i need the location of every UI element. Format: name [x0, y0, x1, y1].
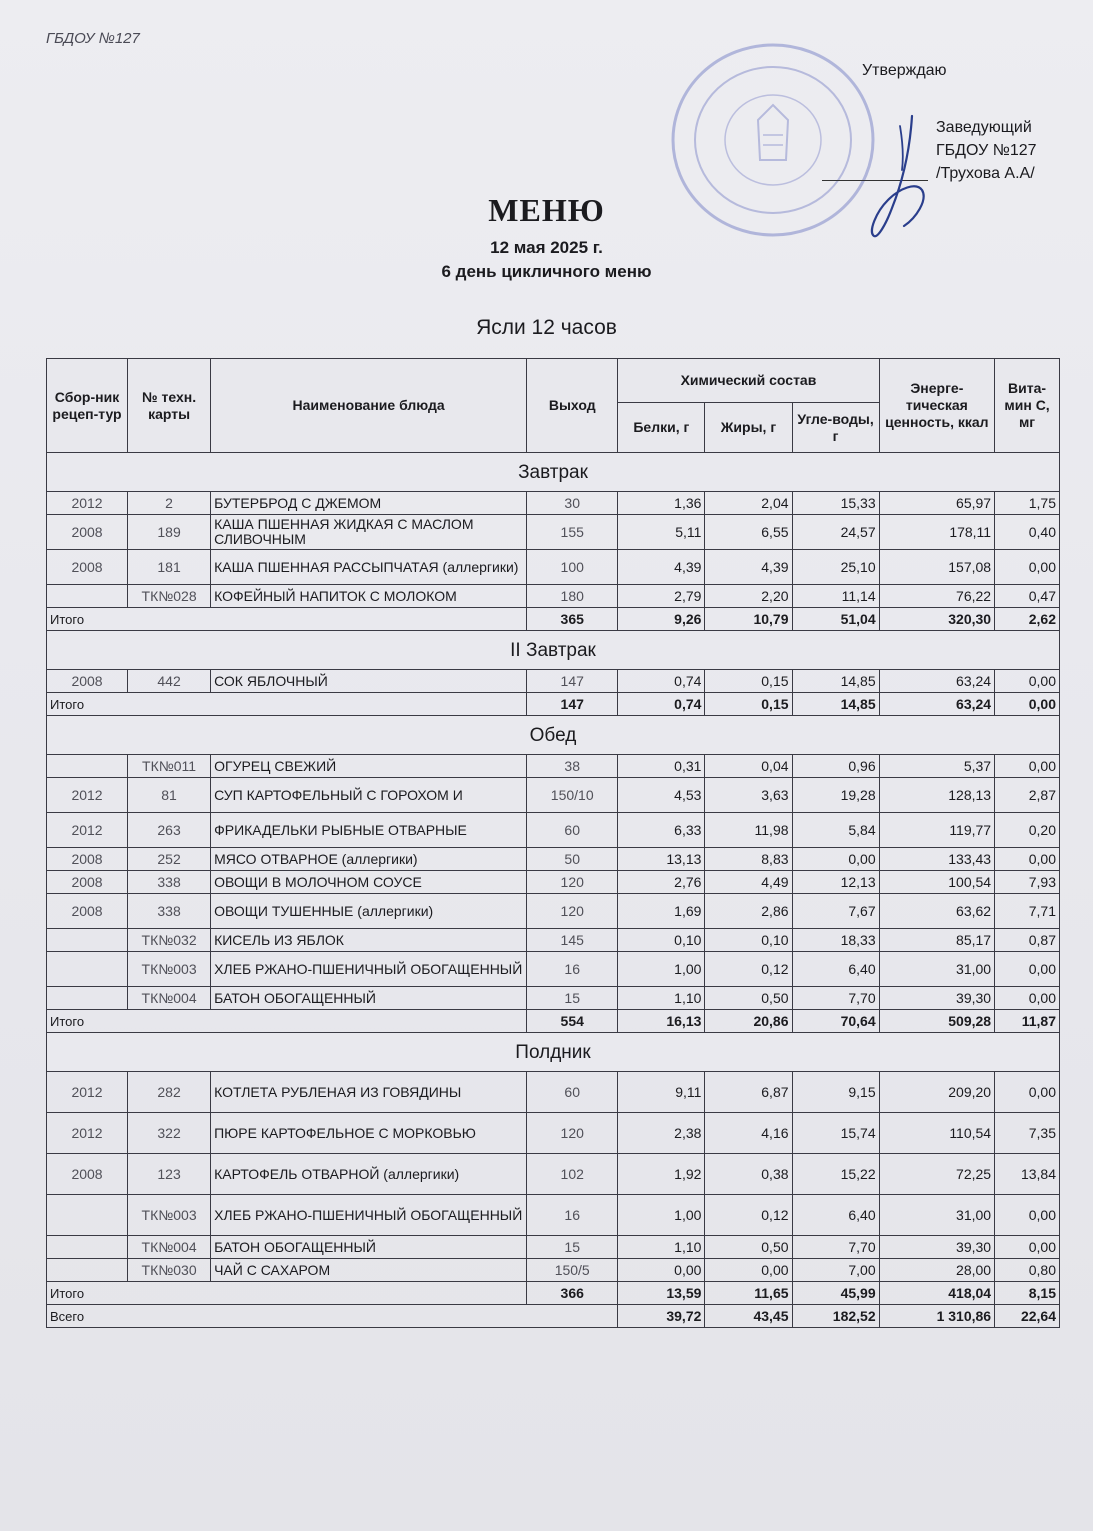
total-label: Итого [47, 693, 527, 716]
total-label: Итого [47, 608, 527, 631]
cell-yield: 60 [527, 813, 618, 848]
cell-carbs: 5,84 [792, 813, 879, 848]
total-energy: 509,28 [879, 1010, 994, 1033]
cell-collection: 2008 [47, 1154, 128, 1195]
table-row [47, 1154, 1060, 1195]
cell-collection [47, 987, 128, 1010]
cell-tech-card: 2 [128, 492, 211, 515]
cell-protein: 2,38 [618, 1113, 705, 1154]
cell-dish-name: КОФЕЙНЫЙ НАПИТОК С МОЛОКОМ [211, 585, 527, 608]
cell-tech-card: 442 [128, 670, 211, 693]
cell-tech-card: ТК№003 [128, 952, 211, 987]
cell-protein: 4,53 [618, 778, 705, 813]
cell-carbs: 7,00 [792, 1259, 879, 1282]
cell-vitamin-c: 0,00 [995, 1195, 1060, 1236]
cell-collection: 2012 [47, 1113, 128, 1154]
cell-collection: 2012 [47, 778, 128, 813]
cell-yield: 60 [527, 1072, 618, 1113]
menu-table [46, 358, 1060, 1328]
cell-energy: 110,54 [879, 1113, 994, 1154]
menu-cycle-day: 6 день цикличного меню [441, 262, 652, 281]
table-row [47, 550, 1060, 585]
total-label: Итого [47, 1282, 527, 1305]
cell-energy: 128,13 [879, 778, 994, 813]
cell-collection [47, 1259, 128, 1282]
total-protein: 16,13 [618, 1010, 705, 1033]
cell-dish-name: КАША ПШЕННАЯ ЖИДКАЯ С МАСЛОМ СЛИВОЧНЫМ [211, 515, 527, 550]
cell-collection: 2008 [47, 515, 128, 550]
cell-carbs: 15,22 [792, 1154, 879, 1195]
menu-date: 12 мая 2025 г. [490, 238, 603, 257]
cell-fat: 0,50 [705, 1236, 792, 1259]
cell-yield: 180 [527, 585, 618, 608]
col-chemical-composition: Химический состав [618, 359, 879, 403]
cell-protein: 1,00 [618, 952, 705, 987]
cell-vitamin-c: 7,35 [995, 1113, 1060, 1154]
cell-protein: 5,11 [618, 515, 705, 550]
total-protein: 9,26 [618, 608, 705, 631]
cell-protein: 2,79 [618, 585, 705, 608]
cell-dish-name: ХЛЕБ РЖАНО-ПШЕНИЧНЫЙ ОБОГАЩЕННЫЙ [211, 952, 527, 987]
cell-collection: 2008 [47, 871, 128, 894]
cell-dish-name: ОГУРЕЦ СВЕЖИЙ [211, 755, 527, 778]
cell-carbs: 15,74 [792, 1113, 879, 1154]
cell-collection: 2008 [47, 550, 128, 585]
total-energy: 63,24 [879, 693, 994, 716]
cell-collection: 2012 [47, 813, 128, 848]
cell-vitamin-c: 0,00 [995, 550, 1060, 585]
cell-tech-card: 181 [128, 550, 211, 585]
cell-protein: 4,39 [618, 550, 705, 585]
cell-carbs: 7,70 [792, 1236, 879, 1259]
head-signature-block [936, 116, 1037, 185]
table-row [47, 1072, 1060, 1113]
cell-carbs: 0,96 [792, 755, 879, 778]
cell-yield: 120 [527, 1113, 618, 1154]
cell-dish-name: СУП КАРТОФЕЛЬНЫЙ С ГОРОХОМ И [211, 778, 527, 813]
cell-vitamin-c: 0,40 [995, 515, 1060, 550]
cell-fat: 0,12 [705, 952, 792, 987]
cell-protein: 1,69 [618, 894, 705, 929]
section-header-row [47, 453, 1060, 492]
cell-dish-name: ФРИКАДЕЛЬКИ РЫБНЫЕ ОТВАРНЫЕ [211, 813, 527, 848]
cell-fat: 0,15 [705, 670, 792, 693]
cell-fat: 8,83 [705, 848, 792, 871]
cell-vitamin-c: 0,00 [995, 755, 1060, 778]
cell-yield: 120 [527, 871, 618, 894]
cell-carbs: 24,57 [792, 515, 879, 550]
cell-carbs: 19,28 [792, 778, 879, 813]
cell-protein: 1,10 [618, 987, 705, 1010]
cell-tech-card: ТК№030 [128, 1259, 211, 1282]
cell-energy: 178,11 [879, 515, 994, 550]
cell-protein: 0,31 [618, 755, 705, 778]
cell-energy: 5,37 [879, 755, 994, 778]
total-row [47, 1010, 1060, 1033]
table-row [47, 1113, 1060, 1154]
cell-vitamin-c: 1,75 [995, 492, 1060, 515]
cell-dish-name: БАТОН ОБОГАЩЕННЫЙ [211, 1236, 527, 1259]
table-row [47, 670, 1060, 693]
cell-dish-name: ОВОЩИ В МОЛОЧНОМ СОУСЕ [211, 871, 527, 894]
cell-collection: 2008 [47, 670, 128, 693]
cell-vitamin-c: 7,71 [995, 894, 1060, 929]
cell-yield: 102 [527, 1154, 618, 1195]
col-energy: Энерге-тическая ценность, ккал [879, 359, 994, 453]
cell-tech-card: 322 [128, 1113, 211, 1154]
cell-yield: 50 [527, 848, 618, 871]
cell-yield: 155 [527, 515, 618, 550]
cell-yield: 15 [527, 1236, 618, 1259]
cell-protein: 13,13 [618, 848, 705, 871]
total-label: Итого [47, 1010, 527, 1033]
total-carbs: 45,99 [792, 1282, 879, 1305]
cell-fat: 11,98 [705, 813, 792, 848]
cell-protein: 6,33 [618, 813, 705, 848]
section-header-row [47, 631, 1060, 670]
cell-carbs: 6,40 [792, 1195, 879, 1236]
total-fat: 0,15 [705, 693, 792, 716]
col-dish-name: Наименование блюда [211, 359, 527, 453]
cell-fat: 0,10 [705, 929, 792, 952]
cell-dish-name: КОТЛЕТА РУБЛЕНАЯ ИЗ ГОВЯДИНЫ [211, 1072, 527, 1113]
cell-fat: 4,16 [705, 1113, 792, 1154]
cell-fat: 6,87 [705, 1072, 792, 1113]
table-row [47, 952, 1060, 987]
cell-tech-card: 189 [128, 515, 211, 550]
total-yield: 365 [527, 608, 618, 631]
total-carbs: 51,04 [792, 608, 879, 631]
total-fat: 10,79 [705, 608, 792, 631]
table-row [47, 871, 1060, 894]
section-title: Полдник [47, 1033, 1060, 1072]
cell-carbs: 11,14 [792, 585, 879, 608]
table-row [47, 492, 1060, 515]
table-row [47, 515, 1060, 550]
cell-fat: 0,38 [705, 1154, 792, 1195]
cell-dish-name: БАТОН ОБОГАЩЕННЫЙ [211, 987, 527, 1010]
cell-energy: 119,77 [879, 813, 994, 848]
cell-collection: 2012 [47, 1072, 128, 1113]
cell-protein: 0,00 [618, 1259, 705, 1282]
col-collection: Сбор-ник рецеп-тур [47, 359, 128, 453]
total-carbs: 14,85 [792, 693, 879, 716]
total-yield: 366 [527, 1282, 618, 1305]
cell-tech-card: 282 [128, 1072, 211, 1113]
total-vitc: 11,87 [995, 1010, 1060, 1033]
col-vitamin-c: Вита-мин С, мг [995, 359, 1060, 453]
cell-carbs: 7,70 [792, 987, 879, 1010]
cell-protein: 0,10 [618, 929, 705, 952]
cell-fat: 0,04 [705, 755, 792, 778]
cell-energy: 209,20 [879, 1072, 994, 1113]
cell-energy: 31,00 [879, 1195, 994, 1236]
cell-yield: 100 [527, 550, 618, 585]
cell-energy: 39,30 [879, 1236, 994, 1259]
cell-vitamin-c: 0,00 [995, 670, 1060, 693]
col-yield: Выход [527, 359, 618, 453]
cell-collection [47, 585, 128, 608]
cell-tech-card: ТК№028 [128, 585, 211, 608]
cell-collection [47, 755, 128, 778]
grand-total-protein: 39,72 [618, 1305, 705, 1328]
cell-energy: 133,43 [879, 848, 994, 871]
cell-fat: 6,55 [705, 515, 792, 550]
cell-dish-name: МЯСО ОТВАРНОЕ (аллергики) [211, 848, 527, 871]
cell-tech-card: 338 [128, 894, 211, 929]
cell-fat: 0,50 [705, 987, 792, 1010]
cell-tech-card: ТК№003 [128, 1195, 211, 1236]
cell-dish-name: ПЮРЕ КАРТОФЕЛЬНОЕ С МОРКОВЬЮ [211, 1113, 527, 1154]
total-yield: 147 [527, 693, 618, 716]
col-fat: Жиры, г [705, 403, 792, 453]
cell-vitamin-c: 13,84 [995, 1154, 1060, 1195]
cell-collection [47, 1195, 128, 1236]
cell-energy: 85,17 [879, 929, 994, 952]
cell-vitamin-c: 0,20 [995, 813, 1060, 848]
cell-collection: 2008 [47, 848, 128, 871]
cell-fat: 2,20 [705, 585, 792, 608]
cell-tech-card: ТК№011 [128, 755, 211, 778]
cell-vitamin-c: 2,87 [995, 778, 1060, 813]
total-carbs: 70,64 [792, 1010, 879, 1033]
cell-dish-name: БУТЕРБРОД С ДЖЕМОМ [211, 492, 527, 515]
cell-tech-card: ТК№004 [128, 1236, 211, 1259]
table-row [47, 1236, 1060, 1259]
cell-energy: 76,22 [879, 585, 994, 608]
cell-vitamin-c: 0,00 [995, 1072, 1060, 1113]
cell-dish-name: ХЛЕБ РЖАНО-ПШЕНИЧНЫЙ ОБОГАЩЕННЫЙ [211, 1195, 527, 1236]
cell-carbs: 25,10 [792, 550, 879, 585]
cell-energy: 28,00 [879, 1259, 994, 1282]
cell-vitamin-c: 0,87 [995, 929, 1060, 952]
table-row [47, 778, 1060, 813]
cell-yield: 147 [527, 670, 618, 693]
total-vitc: 2,62 [995, 608, 1060, 631]
cell-vitamin-c: 0,80 [995, 1259, 1060, 1282]
cell-vitamin-c: 7,93 [995, 871, 1060, 894]
cell-collection: 2008 [47, 894, 128, 929]
section-title: Завтрак [47, 453, 1060, 492]
table-row [47, 813, 1060, 848]
cell-yield: 15 [527, 987, 618, 1010]
cell-yield: 120 [527, 894, 618, 929]
total-protein: 0,74 [618, 693, 705, 716]
cell-carbs: 7,67 [792, 894, 879, 929]
cell-collection [47, 929, 128, 952]
cell-energy: 31,00 [879, 952, 994, 987]
table-row [47, 987, 1060, 1010]
total-vitc: 0,00 [995, 693, 1060, 716]
cell-carbs: 0,00 [792, 848, 879, 871]
cell-dish-name: КИСЕЛЬ ИЗ ЯБЛОК [211, 929, 527, 952]
organization-name: ГБДОУ №127 [46, 30, 140, 47]
cell-protein: 1,92 [618, 1154, 705, 1195]
table-row [47, 1195, 1060, 1236]
cell-fat: 0,12 [705, 1195, 792, 1236]
cell-yield: 30 [527, 492, 618, 515]
cell-dish-name: ОВОЩИ ТУШЕННЫЕ (аллергики) [211, 894, 527, 929]
position-line-2: ГБДОУ №127 [936, 142, 1037, 159]
cell-dish-name: СОК ЯБЛОЧНЫЙ [211, 670, 527, 693]
cell-energy: 63,62 [879, 894, 994, 929]
cell-energy: 157,08 [879, 550, 994, 585]
cell-energy: 39,30 [879, 987, 994, 1010]
cell-carbs: 14,85 [792, 670, 879, 693]
total-row [47, 608, 1060, 631]
total-yield: 554 [527, 1010, 618, 1033]
cell-tech-card: 123 [128, 1154, 211, 1195]
table-row [47, 848, 1060, 871]
cell-yield: 150/5 [527, 1259, 618, 1282]
cell-tech-card: 263 [128, 813, 211, 848]
cell-carbs: 12,13 [792, 871, 879, 894]
table-row [47, 585, 1060, 608]
cell-tech-card: 338 [128, 871, 211, 894]
cell-collection: 2012 [47, 492, 128, 515]
cell-carbs: 18,33 [792, 929, 879, 952]
cell-fat: 4,39 [705, 550, 792, 585]
cell-yield: 38 [527, 755, 618, 778]
cell-protein: 1,36 [618, 492, 705, 515]
cell-carbs: 15,33 [792, 492, 879, 515]
cell-vitamin-c: 0,00 [995, 987, 1060, 1010]
cell-energy: 65,97 [879, 492, 994, 515]
section-header-row [47, 1033, 1060, 1072]
cell-yield: 16 [527, 952, 618, 987]
grand-total-carbs: 182,52 [792, 1305, 879, 1328]
grand-total-label: Всего [47, 1305, 618, 1328]
grand-total-fat: 43,45 [705, 1305, 792, 1328]
cell-tech-card: ТК№004 [128, 987, 211, 1010]
position-line-1: Заведующий [936, 119, 1032, 136]
cell-vitamin-c: 0,47 [995, 585, 1060, 608]
total-fat: 11,65 [705, 1282, 792, 1305]
grand-total-row [47, 1305, 1060, 1328]
cell-yield: 145 [527, 929, 618, 952]
cell-fat: 2,04 [705, 492, 792, 515]
cell-protein: 0,74 [618, 670, 705, 693]
cell-protein: 1,10 [618, 1236, 705, 1259]
position-line-3: /Трухова А.А/ [936, 165, 1035, 182]
cell-dish-name: ЧАЙ С САХАРОМ [211, 1259, 527, 1282]
col-protein: Белки, г [618, 403, 705, 453]
total-energy: 418,04 [879, 1282, 994, 1305]
cell-collection [47, 952, 128, 987]
cell-dish-name: КАША ПШЕННАЯ РАССЫПЧАТАЯ (аллергики) [211, 550, 527, 585]
group-name: Ясли 12 часов [476, 316, 617, 339]
cell-energy: 72,25 [879, 1154, 994, 1195]
cell-collection [47, 1236, 128, 1259]
cell-tech-card: 81 [128, 778, 211, 813]
cell-tech-card: ТК№032 [128, 929, 211, 952]
cell-vitamin-c: 0,00 [995, 952, 1060, 987]
cell-carbs: 6,40 [792, 952, 879, 987]
cell-carbs: 9,15 [792, 1072, 879, 1113]
table-row [47, 755, 1060, 778]
table-row [47, 1259, 1060, 1282]
cell-protein: 9,11 [618, 1072, 705, 1113]
section-header-row [47, 716, 1060, 755]
grand-total-energy: 1 310,86 [879, 1305, 994, 1328]
document-title: МЕНЮ [488, 192, 605, 228]
total-fat: 20,86 [705, 1010, 792, 1033]
approval-label: Утверждаю [862, 62, 947, 79]
cell-protein: 1,00 [618, 1195, 705, 1236]
total-energy: 320,30 [879, 608, 994, 631]
col-carbs: Угле-воды, г [792, 403, 879, 453]
total-vitc: 8,15 [995, 1282, 1060, 1305]
section-title: II Завтрак [47, 631, 1060, 670]
cell-fat: 2,86 [705, 894, 792, 929]
cell-energy: 63,24 [879, 670, 994, 693]
cell-fat: 0,00 [705, 1259, 792, 1282]
col-tech-card: № техн. карты [128, 359, 211, 453]
total-row [47, 693, 1060, 716]
cell-dish-name: КАРТОФЕЛЬ ОТВАРНОЙ (аллергики) [211, 1154, 527, 1195]
cell-tech-card: 252 [128, 848, 211, 871]
cell-energy: 100,54 [879, 871, 994, 894]
total-row [47, 1282, 1060, 1305]
cell-yield: 150/10 [527, 778, 618, 813]
total-protein: 13,59 [618, 1282, 705, 1305]
cell-vitamin-c: 0,00 [995, 848, 1060, 871]
grand-total-vitc: 22,64 [995, 1305, 1060, 1328]
cell-protein: 2,76 [618, 871, 705, 894]
table-row [47, 929, 1060, 952]
table-row [47, 894, 1060, 929]
cell-fat: 3,63 [705, 778, 792, 813]
cell-fat: 4,49 [705, 871, 792, 894]
cell-vitamin-c: 0,00 [995, 1236, 1060, 1259]
cell-yield: 16 [527, 1195, 618, 1236]
section-title: Обед [47, 716, 1060, 755]
